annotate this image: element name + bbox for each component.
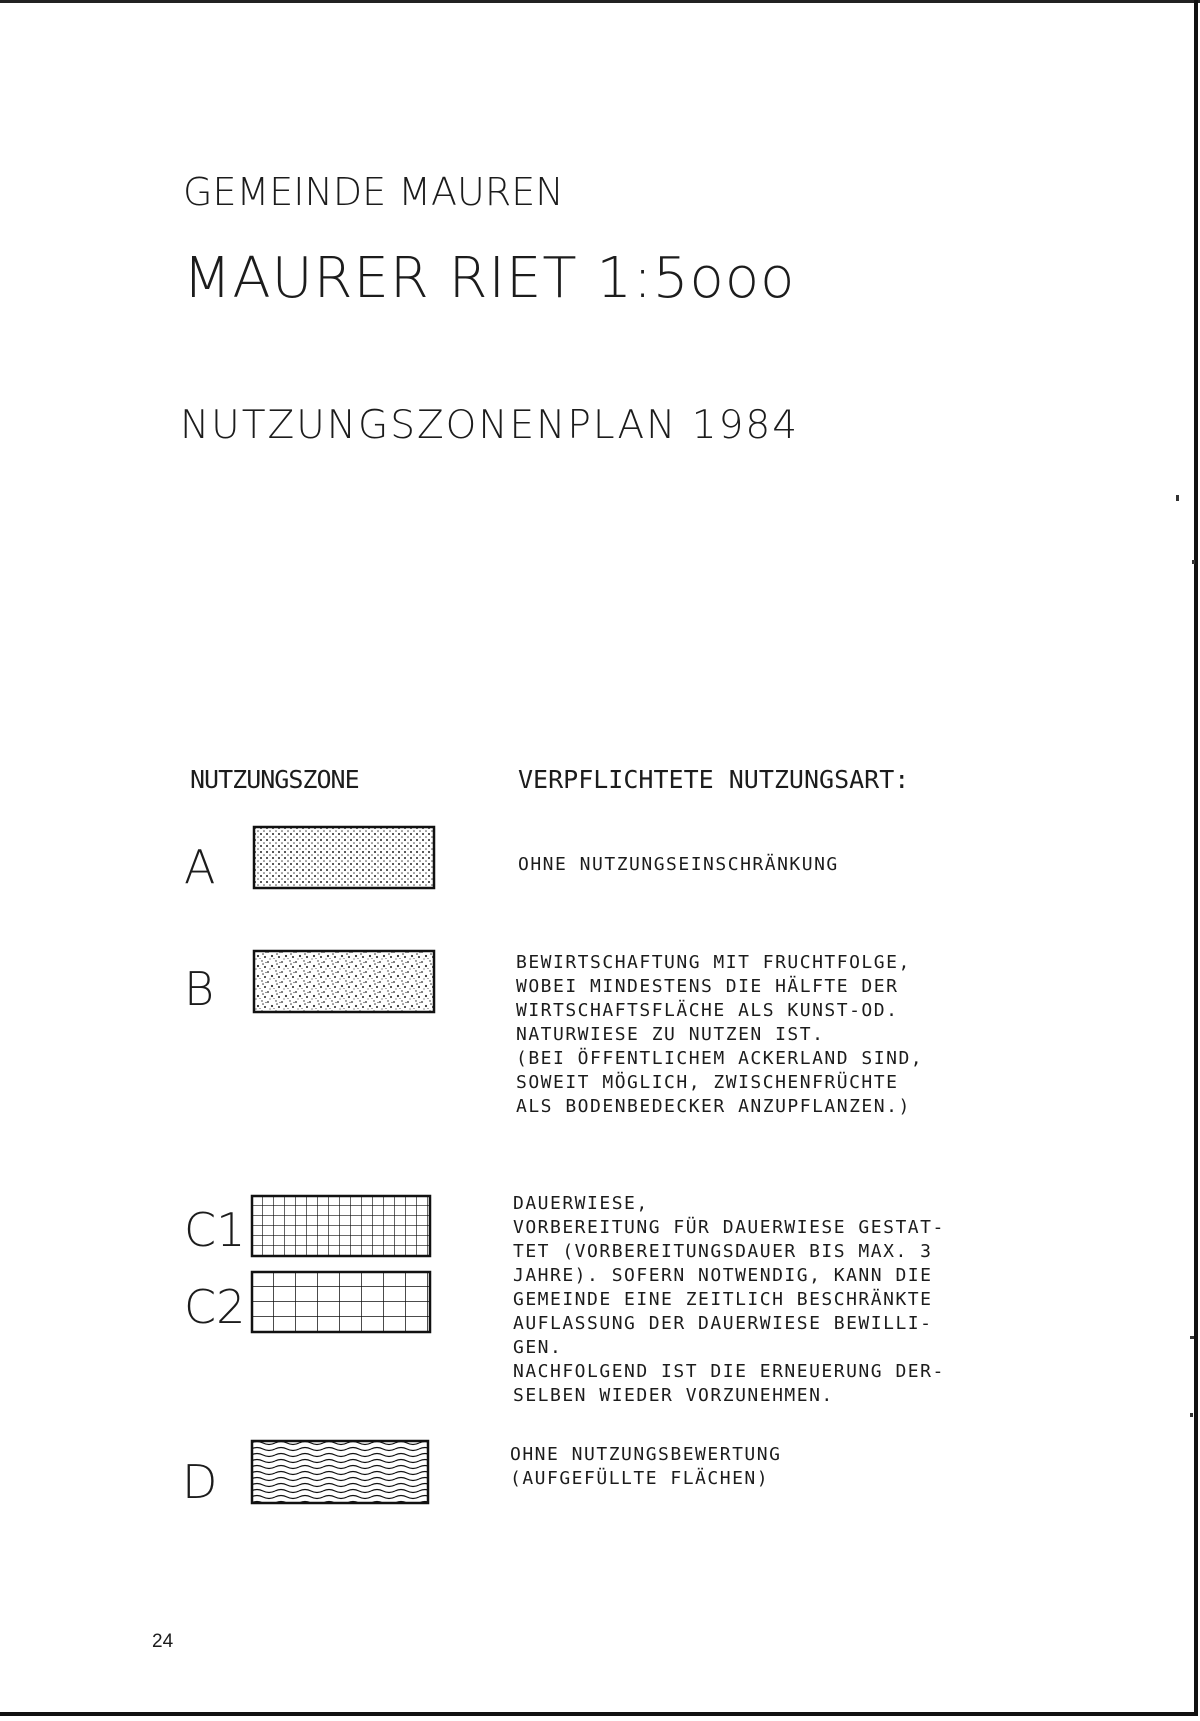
zone-d-swatch [251,1440,429,1504]
zone-a-description: OHNE NUTZUNGSEINSCHRÄNKUNG [518,854,839,875]
zone-d-label: D [182,1455,218,1509]
scan-mark [1190,1413,1193,1417]
legend-usage-column-header: VERPFLICHTETE NUTZUNGSART: [518,765,910,794]
zone-b-description: BEWIRTSCHAFTUNG MIT FRUCHTFOLGE, WOBEI MINDESTENS DIE HÄLFTE DER WIRTSCHAFTSFLÄCHE ALS KUNST-OD. NATURWIESE ZU NUTZEN IST. (BEI ÖFFENTLICHEM ACKERLAND SIND, SOWEIT MÖGLICH, ZWISCHENFRÜCHTE ALS BODENBEDECKER ANZUPFLANZEN.) [516,952,924,1117]
zone-a-label: A [184,840,216,894]
scan-mark [1176,495,1179,501]
page-number: 24 [152,1631,174,1652]
zone-b-swatch [253,950,435,1013]
map-title: MAURER RIET 1:5ooo [183,246,796,311]
zone-c1-label: C1 [184,1203,246,1257]
plan-title: NUTZUNGSZONENPLAN 1984 [180,403,800,448]
zone-c1-swatch [251,1195,431,1257]
scan-mark [1190,1336,1194,1339]
zone-c2-label: C2 [184,1280,246,1334]
zone-c2-swatch [251,1271,431,1333]
municipality-heading: GEMEINDE MAUREN [183,170,564,214]
scan-mark [1192,560,1195,564]
zone-a-swatch [253,826,435,889]
zone-d-description: OHNE NUTZUNGSBEWERTUNG (AUFGEFÜLLTE FLÄCHEN) [510,1444,782,1489]
legend-zone-column-header: NUTZUNGSZONE [190,765,359,794]
zone-b-label: B [184,962,215,1016]
zone-c-description: DAUERWIESE, VORBEREITUNG FÜR DAUERWIESE GESTAT- TET (VORBEREITUNGSDAUER BIS MAX. 3 JAHRE). SOFERN NOTWENDIG, KANN DIE GEMEINDE EINE ZEITLICH BESCHRÄNKTE AUFLASSUNG DER DAUERWIESE BEWILLI- GEN. NACHFOLGEND IST DIE ERNEUERUNG DER- SELBEN WIEDER VORZUNEHMEN. [513,1193,945,1406]
